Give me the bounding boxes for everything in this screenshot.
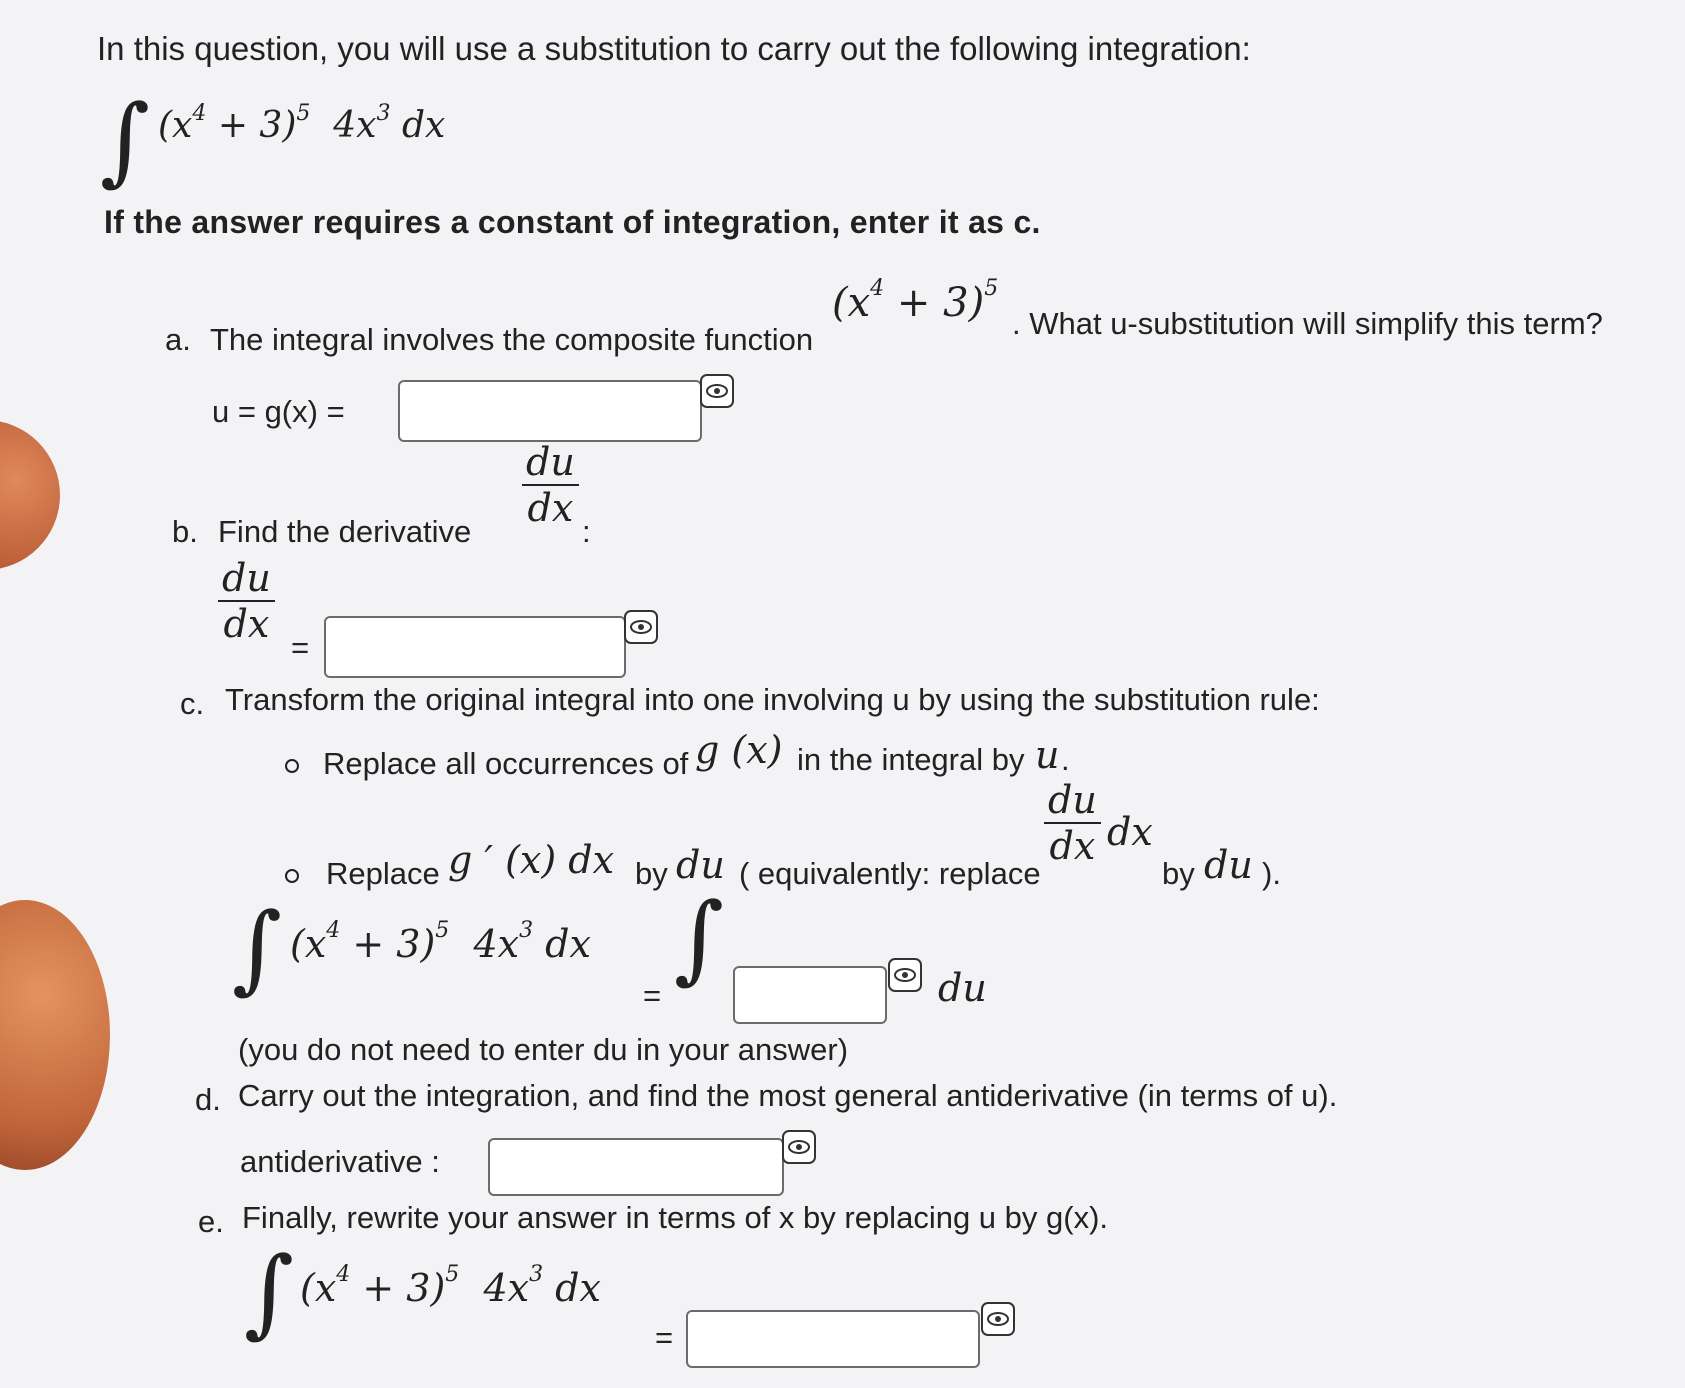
part-c-integrand: $(x^4 + 3)^5$ $4x^3$ dx [290,918,591,966]
intro-text: In this question, you will use a substitution to carry out the following integration: [97,30,1251,67]
integral-sign: ∫ [244,1236,295,1348]
u-substitution-label: u = g(x) = [212,394,345,429]
u-substitution-input[interactable] [398,380,702,442]
eye-icon[interactable] [782,1130,816,1164]
integrand: $(x^4 + 3)^5$ $4x^3$ dx [158,101,446,146]
part-c-note: (you do not need to enter du in your answer) [238,1032,849,1067]
antiderivative-label: antiderivative : [240,1144,440,1179]
part-c-integral-rhs [674,882,725,994]
final-answer-input[interactable] [686,1310,980,1368]
part-e-integral [244,1236,295,1348]
part-e-equals: = [655,1320,674,1355]
constant-note: If the answer requires a constant of integration, enter it as c. [104,204,1041,240]
bullet2-by: by [635,856,668,891]
derivative-fraction: $\frac{du}{dx}$ [522,440,579,530]
part-c-text: Transform the original integral into one involving u by using the substitution rule: [225,682,1320,717]
bullet2-end: ). [1262,856,1281,891]
part-a-text-before: The integral involves the composite function [210,322,814,357]
bullet1-text-before: Replace all occurrences of [323,746,689,781]
bullet2-du: du [676,843,725,887]
integral-sign: ∫ [100,84,151,196]
part-b-label: b. [172,514,198,549]
eye-icon[interactable] [700,374,734,408]
eye-icon[interactable] [624,610,658,644]
bullet2-text-before: Replace [326,856,440,891]
part-e-integrand: $(x^4 + 3)^5$ $4x^3$ dx [300,1262,601,1310]
bullet2-by2: by [1162,856,1195,891]
integral-sign: ∫ [232,892,283,1004]
bullet1-u: u [1035,733,1060,777]
du-dx-equals: = [291,630,310,665]
bullet2-gprime-dx: g ′ (x) dx [448,838,615,882]
part-d-label: d. [195,1082,221,1117]
finger-bottom [0,900,110,1170]
bullet2-text-mid: ( equivalently: replace [739,856,1041,891]
eye-icon[interactable] [888,958,922,992]
bullet-marker [285,869,299,883]
derivative-input[interactable] [324,616,626,678]
eye-icon[interactable] [981,1302,1015,1336]
part-a-label: a. [165,322,191,357]
part-b-text: Find the derivative [218,514,472,549]
bullet2-du2: du [1204,843,1253,887]
bullet2-fraction: $\frac{du}{dx}$ [1044,778,1101,868]
part-c-label: c. [180,686,205,721]
part-b-colon: : [582,514,591,549]
part-e-label: e. [198,1204,224,1239]
composite-function: $(x^4 + 3)^5$ [832,276,999,326]
part-a-text-after: . What u-substitution will simplify this term? [1012,306,1603,341]
part-c-du: du [938,966,987,1010]
bullet1-text-after: in the integral by [797,742,1025,777]
bullet1-gx: g (x) [695,728,783,772]
antiderivative-input[interactable] [488,1138,784,1196]
bullet1-end: . [1061,742,1070,777]
part-c-integral [232,892,283,1004]
part-d-text: Carry out the integration, and find the most general antiderivative (in terms of u). [238,1078,1338,1113]
part-e-text: Finally, rewrite your answer in terms of x by replacing u by g(x). [242,1200,1109,1235]
du-dx-fraction: $\frac{du}{dx}$ [218,556,275,646]
integral-sign: ∫ [674,882,725,994]
finger-top [0,420,60,570]
bullet2-dx: dx [1107,810,1153,854]
integral-expression [100,84,151,196]
bullet-marker [285,759,299,773]
part-c-equals: = [643,978,662,1013]
u-integrand-input[interactable] [733,966,887,1024]
